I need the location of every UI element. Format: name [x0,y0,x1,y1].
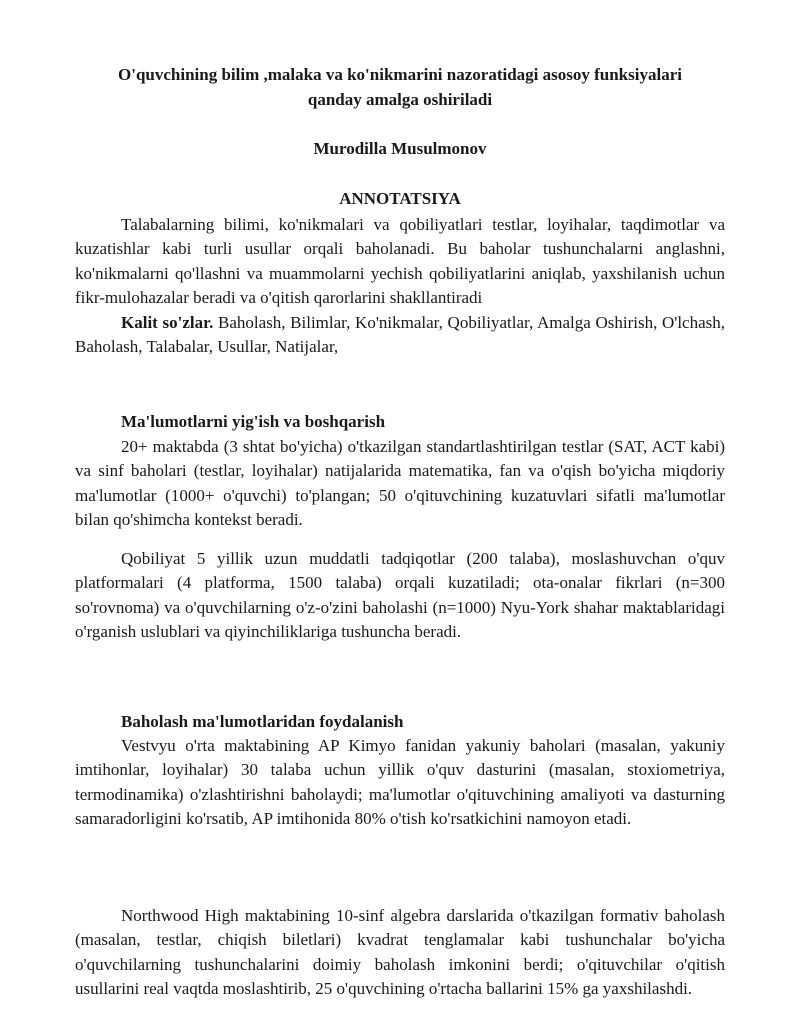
section1-paragraph-2: Qobiliyat 5 yillik uzun muddatli tadqiqotlar (200 talaba), moslashuvchan o'quv platformalari (4 platforma, 1500 talaba) orqali kuzatiladi; ota-onalar fikrlari (n=300 so'rovnoma) va o'quvchilarning o'z-o'zini baholashi (n=1000) Nyu-York shahar maktablaridagi o'rganish uslublari va qiyinchiliklariga tushuncha beradi. [75,549,725,642]
document-title-line-1: O'quvchining bilim ,malaka va ko'nikmarini nazoratidagi asosoy funksiyalari [118,65,682,84]
section2-paragraph-1: Vestvyu o'rta maktabining AP Kimyo fanidan yakuniy baholari (masalan, yakuniy imtihonlar, loyihalar) 30 talaba uchun yillik o'quv dasturini (masalan, stoxiometriya, termodinamika) o'zlashtirishni baholaydi; ma'lumotlar o'qituvchining amaliyoti va dasturning samaradorligini ko'rsatib, AP imtihonida 80% o'tish ko'rsatkichini namoyon etadi. [75,736,725,829]
section1-paragraph-1: 20+ maktabda (3 shtat bo'yicha) o'tkazilgan standartlashtirilgan testlar (SAT, ACT kabi) va sinf baholari (testlar, loyihalar) natijalarida matematika, fan va o'qish bo'yicha miqdoriy ma'lumotlar (1000+ o'quvchi) to'plangan; 50 o'qituvchining kuzatuvlari sifatli ma'lumotlar bilan qo'shimcha kontekst beradi. [75,437,725,530]
abstract-paragraph: Talabalarning bilimi, ko'nikmalari va qobiliyatlari testlar, loyihalar, taqdimotlar va kuzatishlar kabi turli usullar orqali baholanadi. Bu baholar tushunchalarni anglashni, ko'nikmalarni qo'llashni va muammolarni yechish qobiliyatlarini aniqlab, yaxshilanish uchun fikr-mulohazalar beradi va o'qitish qarorlarini shakllantiradi [75,215,725,308]
abstract-heading: ANNOTATSIYA [339,189,461,208]
keywords-paragraph [75,311,725,360]
document-title-line-2: qanday amalga oshiriladi [307,90,493,109]
keywords-list: Baholash, Bilimlar, Ko'nikmalar, Qobiliyatlar, Amalga Oshirish, O'lchash, Baholash, Talabalar, Usullar, Natijalar, [75,313,725,357]
keywords-label: Kalit so'zlar. [121,313,214,332]
section-heading-assessment-use: Baholash ma'lumotlaridan foydalanish [121,712,404,731]
author-name: Murodilla Musulmonov [313,139,487,158]
section-heading-data-collection: Ma'lumotlarni yig'ish va boshqarish [121,412,386,431]
section2-paragraph-2: Northwood High maktabining 10-sinf algebra darslarida o'tkazilgan formativ baholash (masalan, testlar, chiqish biletlari) kvadrat tenglamalar kabi tushunchalar bo'yicha o'quvchilarning tushunchalarini doimiy baholash imkonini berdi; o'qituvchilar o'qitish usullarini real vaqtda moslashtirib, 25 o'quvchining o'rtacha ballarini 15% ga yaxshilashdi. [75,906,725,999]
